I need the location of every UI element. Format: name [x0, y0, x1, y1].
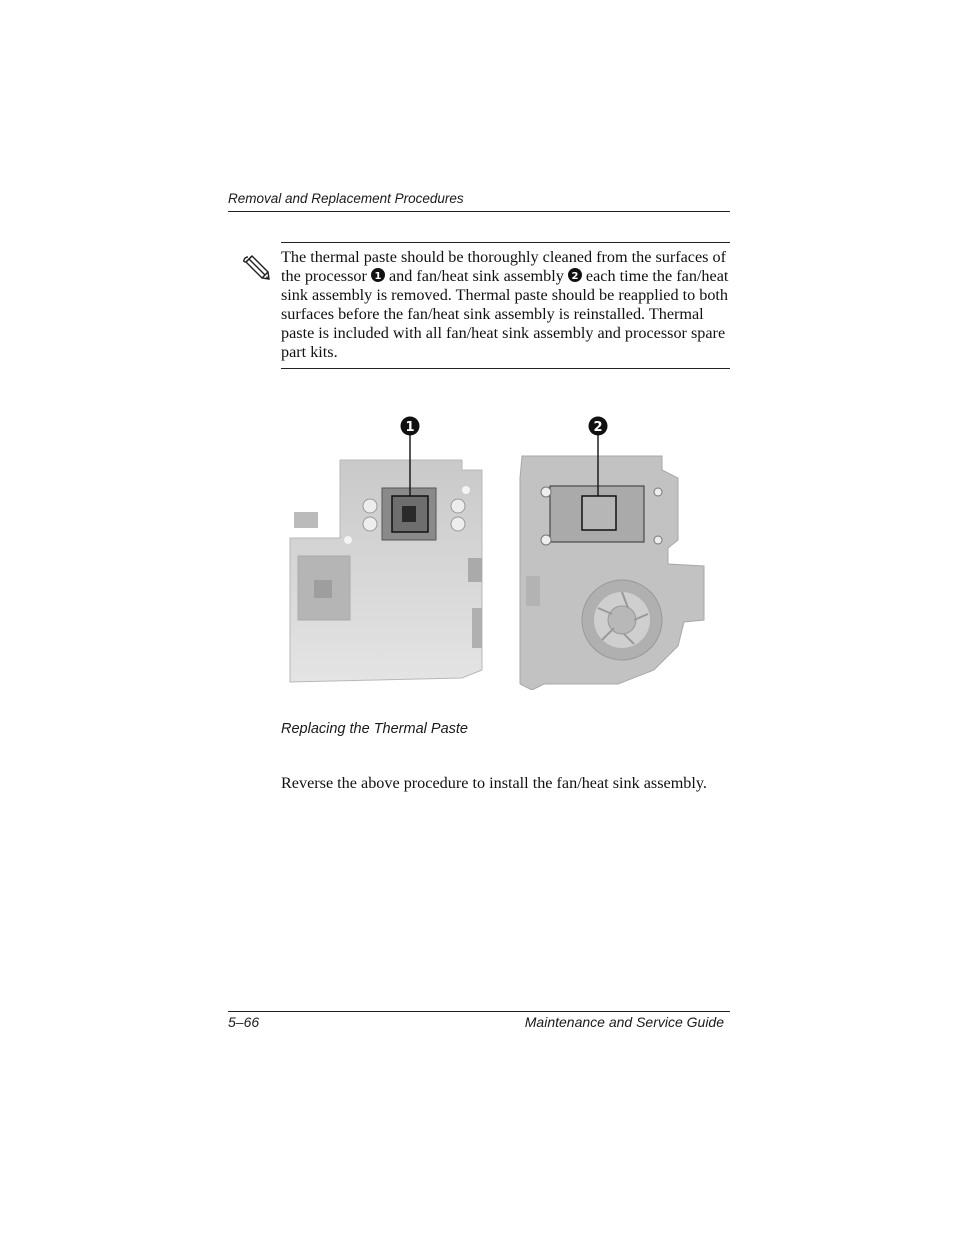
note-text-part-3: each time the fan/heat sink assembly is removed. Thermal paste should be reapplied to both surfaces before the fan/heat sink assembly is reinstalled. Thermal paste is included with all fan/heat sink assembly and processor spare part kits. [281, 267, 729, 361]
figure-callout-1: 1 [405, 420, 415, 435]
pencil-note-icon [242, 250, 274, 282]
page-number: 5–66 [228, 1014, 260, 1030]
callout-2-number: 2 [571, 271, 579, 282]
note-text-part-1: The thermal paste should be thoroughly cleaned from the surfaces of the processor [281, 248, 727, 285]
running-header: Removal and Replacement Procedures [228, 191, 464, 206]
footer-rule [228, 1011, 730, 1012]
callout-1-number: 1 [374, 271, 382, 282]
note-top-rule [281, 242, 730, 243]
figure-callout-2: 2 [593, 420, 603, 435]
thermal-paste-figure [282, 408, 732, 690]
note-bottom-rule [281, 368, 730, 369]
note-text-part-2: and fan/heat sink assembly [384, 267, 568, 285]
figure-caption: Replacing the Thermal Paste [281, 721, 468, 737]
callout-1-icon [371, 268, 385, 282]
guide-title: Maintenance and Service Guide [524, 1014, 724, 1030]
body-paragraph: Reverse the above procedure to install the fan/heat sink assembly. [281, 774, 707, 792]
fan-heat-sink-image [520, 417, 704, 691]
callout-2-icon [568, 268, 582, 282]
system-board-image [290, 417, 482, 683]
header-rule [228, 211, 730, 212]
note-text [281, 248, 731, 362]
